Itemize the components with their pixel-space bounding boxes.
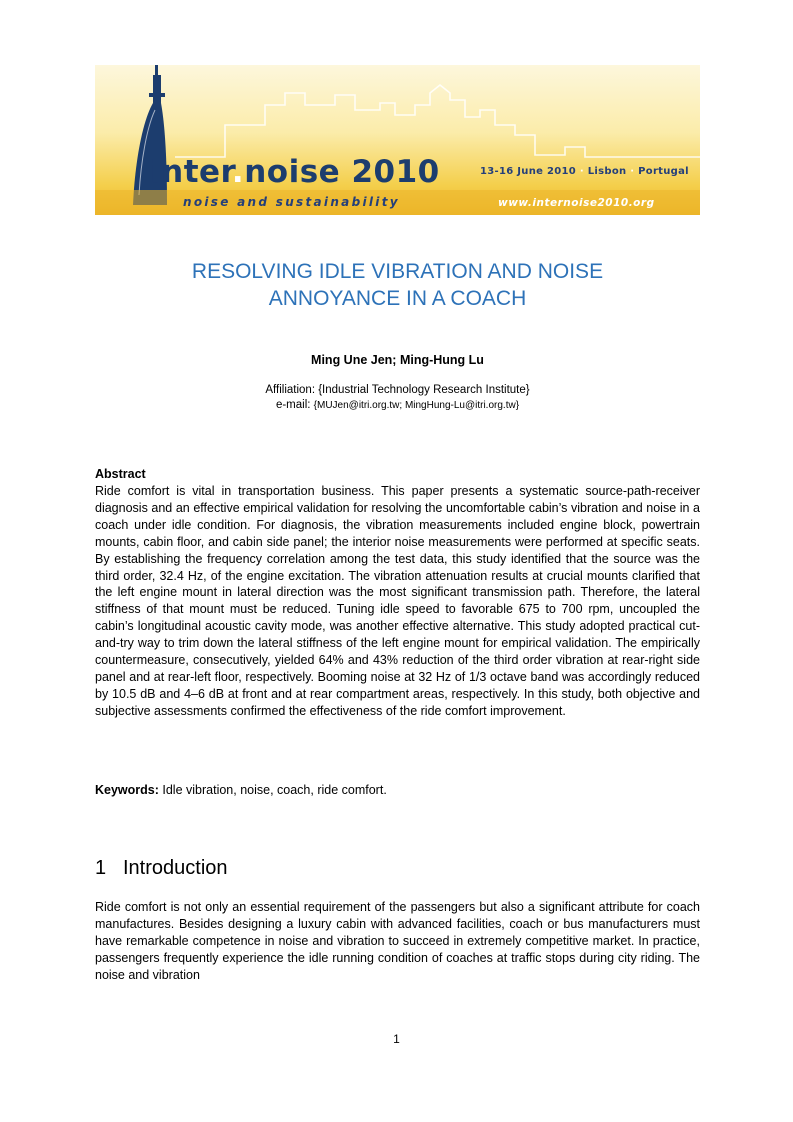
email-addresses: {MUJen@itri.org.tw; MingHung-Lu@itri.org.tw}	[313, 400, 520, 411]
keywords-list: Idle vibration, noise, coach, ride comfort.	[158, 783, 387, 797]
conference-dates	[480, 166, 689, 177]
title-line-1: RESOLVING IDLE VIBRATION AND NOISE	[191, 260, 604, 283]
keywords-label: Keywords:	[95, 783, 159, 797]
affiliation: Affiliation: {Industrial Technology Research Institute}	[265, 384, 530, 396]
section-number: 1	[95, 857, 107, 879]
lisbon-skyline-graphic	[95, 65, 700, 215]
introduction-text: Ride comfort is not only an essential requirement of the passengers but also a significant attribute for coach manufactures. Besides designing a luxury cabin with advanced facilities, coach or bus manufacturers must have remarkable competence in noise and vibration to succeed in extremely competitive market. In practice, passengers frequently experience the idle running condition of coaches at traffic stops during city riding. The noise and vibration	[95, 900, 700, 982]
abstract-text: Ride comfort is vital in transportation business. This paper presents a systematic source-path-receiver diagnosis and an effective empirical validation for resolving the uncomfortable cabin’s vibration and noise in a coach under idle condition. For diagnosis, the vibration measurements included engine block, powertrain mounts, cabin floor, and cabin side panel; the interior noise measurements were performed at specific seats. By establishing the frequency correlation among the test data, this study identified that the source was the third order, 32.4 Hz, of the engine excitation. The vibration attenuation results at crucial mounts clarified that the left engine mount in lateral direction was the most significant transmission path. Therefore, the lateral stiffness of that mount must be reduced. Tuning idle speed to favorable 675 to 700 rpm, uncoupled the cabin’s longitudinal acoustic cavity mode, was another effective alternative. This study adopted practical cut-and-try way to trim down the lateral stiffness of the left engine mount for empirical validation. The empirically countermeasure, consecutively, yielded 64% and 43% reduction of the third order vibration at rear-right side panel and at rear-left floor, respectively. Booming noise at 32 Hz of 1/3 octave band was accordingly reduced by 10.5 dB and 4–6 dB at front and at rear compartment areas, respectively. In this study, both objective and subjective assessments confirmed the effectiveness of the ride comfort improvement.	[95, 484, 700, 718]
conference-city: Lisbon	[587, 166, 627, 177]
section-heading	[95, 857, 228, 880]
keywords	[95, 783, 387, 797]
authors: Ming Une Jen; Ming-Hung Lu	[311, 353, 484, 367]
logo-dot: .	[231, 154, 245, 190]
conference-logo	[150, 154, 440, 190]
conference-banner	[95, 65, 700, 215]
logo-text-noise: noise 2010	[244, 154, 440, 190]
city-separator: ·	[630, 166, 635, 177]
page-number: 1	[393, 1032, 400, 1046]
logo-text-inter: inter	[150, 154, 232, 190]
conference-country: Portugal	[638, 166, 689, 177]
conference-tagline: noise and sustainability	[183, 195, 400, 209]
paper-title	[95, 258, 700, 312]
abstract-heading: Abstract	[95, 467, 146, 481]
email-line	[95, 398, 700, 413]
conference-date: 13-16 June 2010	[480, 166, 577, 177]
date-separator: ·	[579, 166, 584, 177]
title-line-2: ANNOYANCE IN A COACH	[268, 287, 527, 310]
conference-url: www.internoise2010.org	[498, 197, 655, 209]
email-label: e-mail:	[275, 399, 314, 411]
section-title: Introduction	[123, 857, 228, 879]
affiliation-block	[95, 383, 700, 413]
